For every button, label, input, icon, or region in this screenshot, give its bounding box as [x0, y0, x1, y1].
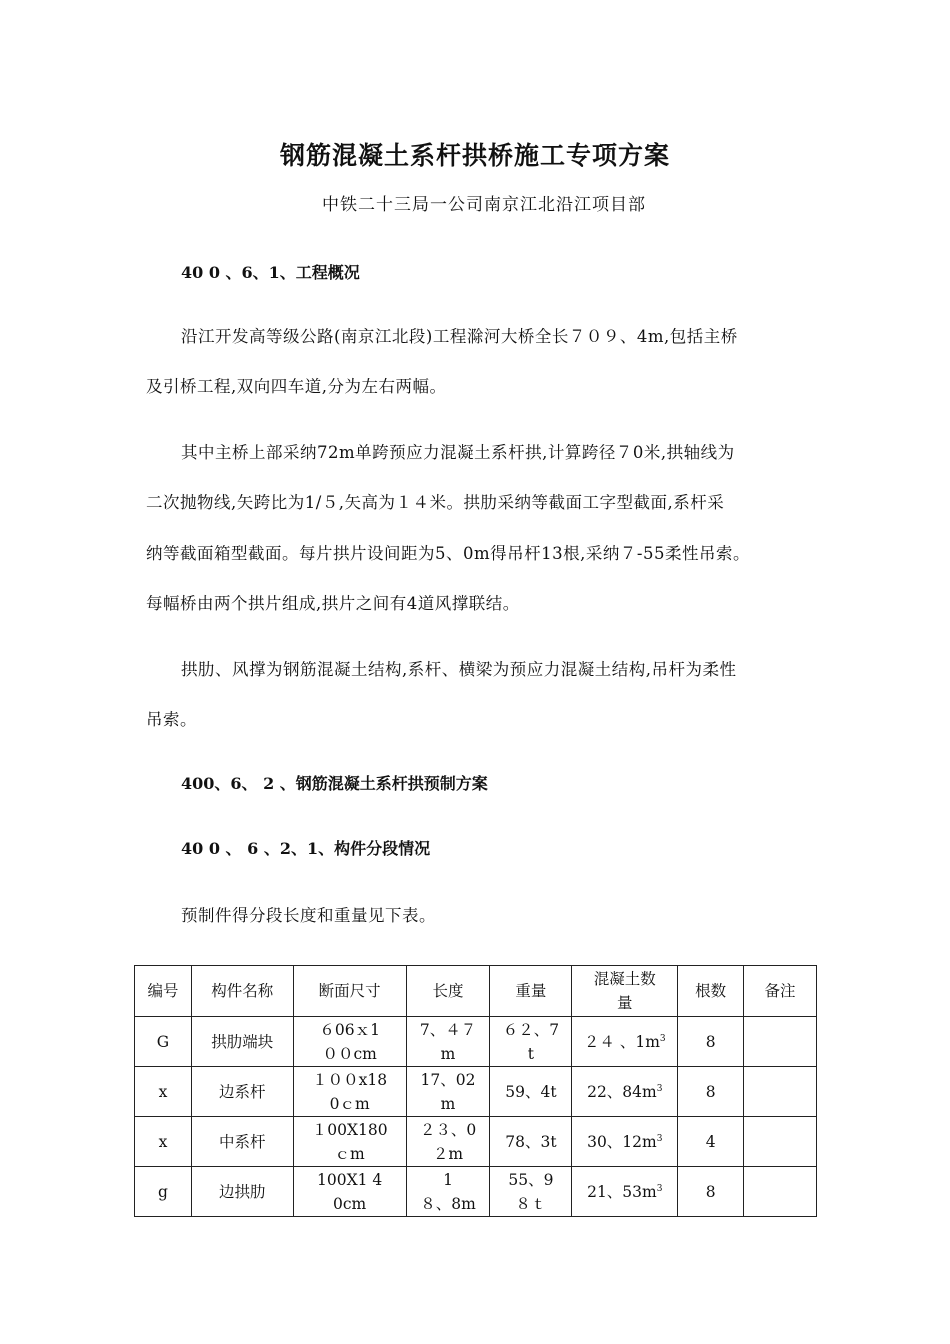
text-line: 每幅桥由两个拱片组成,拱片之间有4道风撑联结。: [146, 594, 520, 613]
segment-table: [134, 965, 817, 1217]
cell-line: 55、9: [508, 1170, 554, 1189]
table-header-row: [135, 966, 817, 1017]
cell-note: [744, 1067, 817, 1117]
cell-id: x: [135, 1117, 192, 1167]
cell-line: 17、02: [420, 1070, 476, 1089]
cell-length: [406, 1017, 490, 1067]
cell-line: ６２、7: [502, 1020, 560, 1039]
section-heading-precast: 400、6、 2 、钢筋混凝土系杆拱预制方案: [181, 774, 488, 793]
text-line: 沿江开发高等级公路(南京江北段)工程滁河大桥全长７０９、4m,包括主桥: [181, 327, 738, 346]
column-header: [572, 966, 678, 1017]
text-line: 吊索。: [146, 710, 197, 729]
text-line: 预制件得分段长度和重量见下表。: [181, 906, 436, 925]
cell-volume: [572, 1067, 678, 1117]
volume-value: 22、84m: [587, 1082, 657, 1101]
cell-line: ６06ｘ1: [319, 1020, 380, 1039]
cell-length: [406, 1167, 490, 1217]
cell-line: ｃm: [334, 1144, 365, 1163]
cell-line: ２３、0: [419, 1120, 477, 1139]
cell-line: ００cm: [322, 1044, 377, 1063]
text-line: 二次抛物线,矢跨比为1/５,矢高为１４米。拱肋采纳等截面工字型截面,系杆采: [146, 493, 725, 512]
cell-line: m: [440, 1094, 456, 1113]
cell-section: [293, 1117, 406, 1167]
cell-count: 8: [678, 1017, 744, 1067]
cell-line: ２m: [432, 1144, 464, 1163]
cell-volume: [572, 1167, 678, 1217]
table-row: [135, 1067, 817, 1117]
cell-name: 边拱肋: [191, 1167, 293, 1217]
cell-line: １００x18: [312, 1070, 388, 1089]
cell-line: m: [440, 1044, 456, 1063]
cell-count: 8: [678, 1067, 744, 1117]
volume-value: ２４ 、1m: [583, 1032, 660, 1051]
cell-line: 100X1 4: [317, 1170, 383, 1189]
cell-line: ８ｔ: [515, 1194, 547, 1213]
unit-superscript: 3: [656, 1133, 663, 1144]
text-line: 纳等截面箱型截面。每片拱片设间距为5、0m得吊杆13根,采纳７-55柔性吊索。: [146, 544, 750, 563]
column-header: 根数: [678, 966, 744, 1017]
cell-line: 0cm: [333, 1194, 367, 1213]
unit-superscript: 3: [656, 1083, 663, 1094]
cell-line: t: [527, 1044, 535, 1063]
cell-line: 0ｃm: [329, 1094, 370, 1113]
header-line: 混凝土数: [593, 970, 656, 988]
unit-superscript: 3: [659, 1033, 666, 1044]
volume-value: 21、53m: [587, 1182, 657, 1201]
cell-note: [744, 1167, 817, 1217]
cell-weight: [490, 1067, 572, 1117]
cell-id: G: [135, 1017, 192, 1067]
cell-length: [406, 1117, 490, 1167]
document-subtitle: 中铁二十三局一公司南京江北沿江项目部: [322, 195, 646, 215]
cell-line: 7、４７: [419, 1020, 477, 1039]
column-header: 长度: [406, 966, 490, 1017]
cell-length: [406, 1067, 490, 1117]
cell-line: 78、3t: [505, 1132, 557, 1151]
cell-line: １00X180: [311, 1120, 388, 1139]
cell-note: [744, 1017, 817, 1067]
cell-name: 边系杆: [191, 1067, 293, 1117]
text-line: 及引桥工程,双向四车道,分为左右两幅。: [146, 377, 447, 396]
document-title: 钢筋混凝土系杆拱桥施工专项方案: [279, 141, 670, 170]
cell-weight: [490, 1017, 572, 1067]
cell-section: [293, 1067, 406, 1117]
cell-name: 中系杆: [191, 1117, 293, 1167]
cell-line: 1: [443, 1170, 453, 1189]
cell-volume: [572, 1017, 678, 1067]
column-header: 构件名称: [191, 966, 293, 1017]
column-header: 重量: [490, 966, 572, 1017]
section-heading-overview: 40 0 、6、1、工程概况: [181, 263, 360, 282]
table-row: [135, 1117, 817, 1167]
column-header: 断面尺寸: [293, 966, 406, 1017]
cell-line: ８、8m: [420, 1194, 476, 1213]
header-line: 量: [617, 994, 633, 1012]
cell-count: 4: [678, 1117, 744, 1167]
cell-note: [744, 1117, 817, 1167]
cell-id: g: [135, 1167, 192, 1217]
table-row: [135, 1167, 817, 1217]
cell-count: 8: [678, 1167, 744, 1217]
text-line: 其中主桥上部采纳72m单跨预应力混凝土系杆拱,计算跨径７0米,拱轴线为: [181, 443, 735, 462]
table-row: [135, 1017, 817, 1067]
cell-name: 拱肋端块: [191, 1017, 293, 1067]
cell-volume: [572, 1117, 678, 1167]
cell-line: 59、4t: [505, 1082, 557, 1101]
section-heading-segments: 40 0 、 6 、2、1、构件分段情况: [181, 839, 431, 858]
text-line: 拱肋、风撑为钢筋混凝土结构,系杆、横梁为预应力混凝土结构,吊杆为柔性: [181, 660, 737, 679]
unit-superscript: 3: [656, 1183, 663, 1194]
cell-weight: [490, 1117, 572, 1167]
cell-section: [293, 1167, 406, 1217]
volume-value: 30、12m: [587, 1132, 657, 1151]
cell-section: [293, 1017, 406, 1067]
cell-id: x: [135, 1067, 192, 1117]
cell-weight: [490, 1167, 572, 1217]
column-header: 备注: [744, 966, 817, 1017]
column-header: 编号: [135, 966, 192, 1017]
